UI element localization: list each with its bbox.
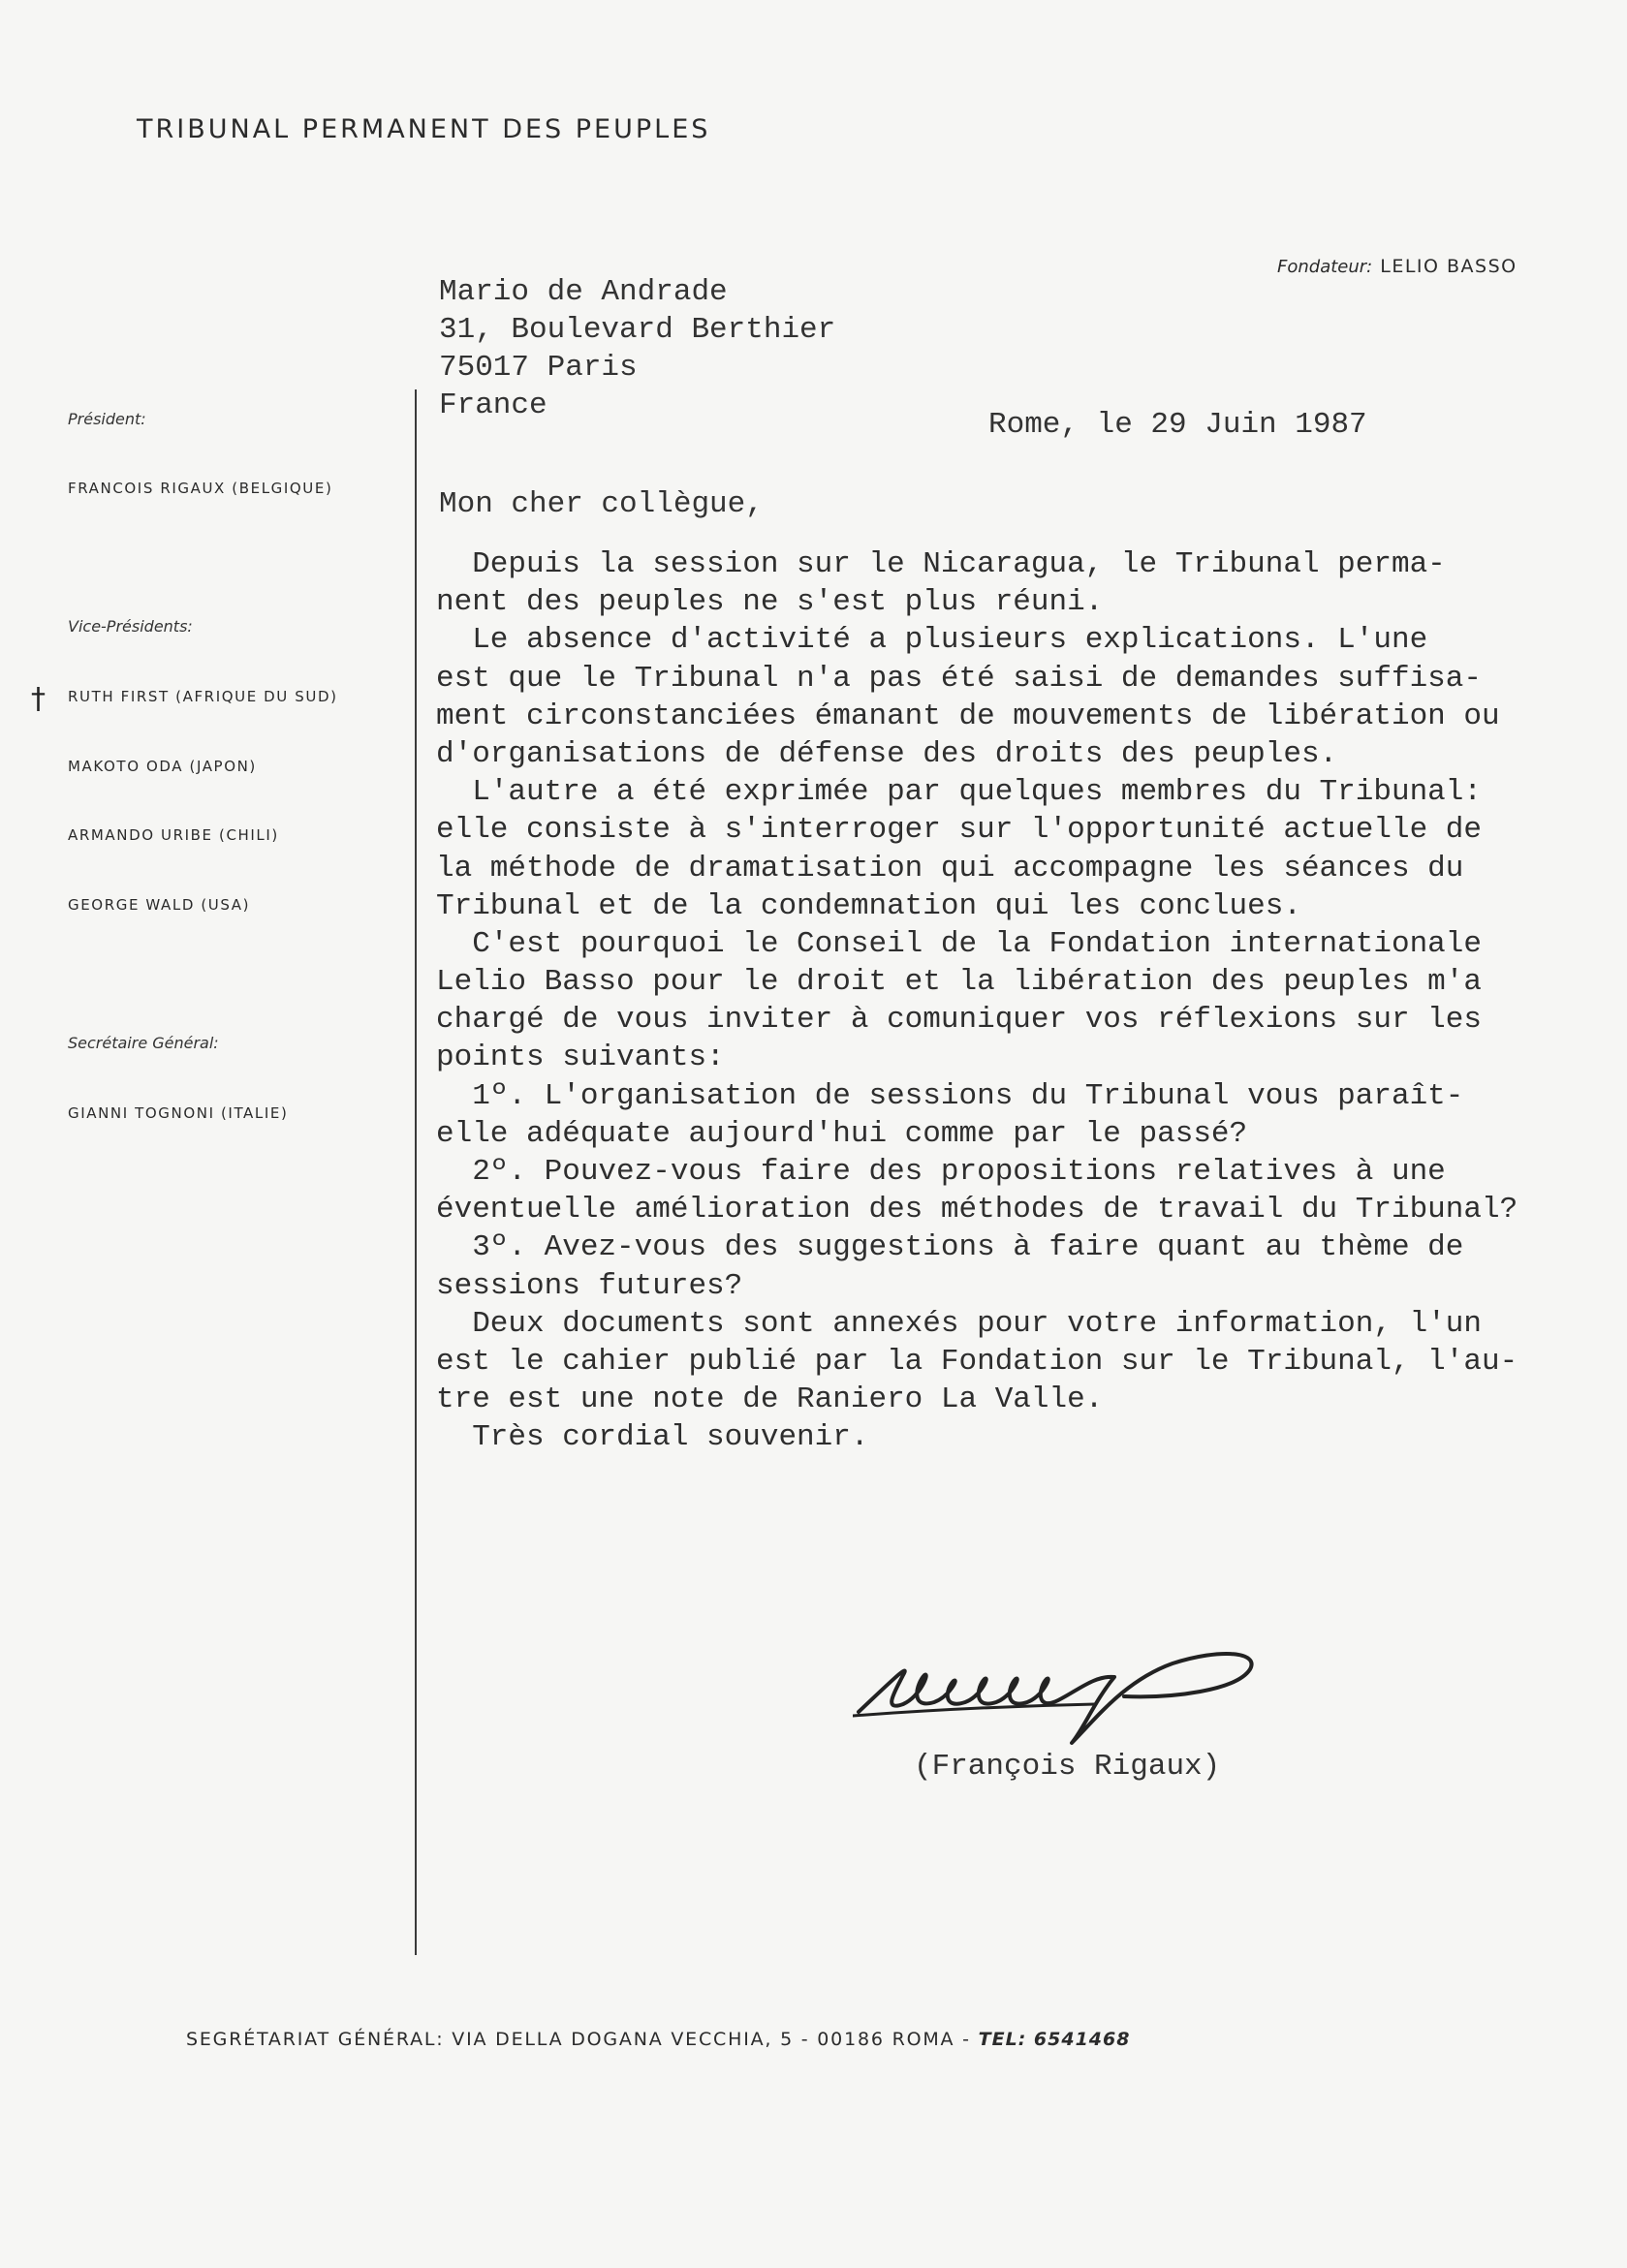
body-line: d'organisations de défense des droits des peuples.	[436, 736, 1338, 771]
founder-name: LELIO BASSO	[1380, 256, 1517, 277]
handwritten-signature	[853, 1642, 1298, 1749]
body-line: points suivants:	[436, 1041, 725, 1075]
salutation: Mon cher collègue,	[439, 487, 764, 521]
footer-address	[186, 2029, 1130, 2050]
body-line: ment circonstanciées émanant de mouvements de libération ou	[436, 699, 1500, 733]
letter-body	[436, 545, 1599, 1457]
recipient-line: 75017 Paris	[439, 351, 638, 385]
recipient-line: France	[439, 388, 548, 422]
body-line: la méthode de dramatisation qui accompagne les séances du	[436, 851, 1464, 885]
letterhead-founder	[1277, 256, 1517, 277]
recipient-line: Mario de Andrade	[439, 275, 728, 309]
president-name: FRANCOIS RIGAUX (BELGIQUE)	[68, 480, 333, 497]
footer-telephone: TEL: 6541468	[978, 2029, 1131, 2050]
letter-date: Rome, le 29 Juin 1987	[988, 408, 1367, 442]
vice-president-1: RUTH FIRST (AFRIQUE DU SUD)	[68, 688, 338, 705]
vice-president-3: ARMANDO URIBE (CHILI)	[68, 826, 279, 844]
body-line: Lelio Basso pour le droit et la libération des peuples m'a	[436, 965, 1482, 1000]
letterhead-org-name: TRIBUNAL PERMANENT DES PEUPLES	[137, 114, 711, 144]
margin-rule	[415, 389, 417, 1955]
president-label: Président:	[68, 410, 146, 428]
recipient-line: 31, Boulevard Berthier	[439, 313, 836, 347]
body-line: nent des peuples ne s'est plus réuni.	[436, 585, 1104, 620]
body-line: sessions futures?	[436, 1268, 743, 1303]
body-line: chargé de vous inviter à comuniquer vos réflexions sur les	[436, 1003, 1482, 1038]
body-line: Depuis la session sur le Nicaragua, le Tribunal perma-	[436, 547, 1446, 581]
body-line: 3º. Avez-vous des suggestions à faire quant au thème de	[436, 1230, 1464, 1265]
vice-presidents-label: Vice-Présidents:	[68, 617, 193, 636]
vice-president-2: MAKOTO ODA (JAPON)	[68, 758, 257, 775]
vice-president-4: GEORGE WALD (USA)	[68, 896, 251, 914]
secretary-label: Secrétaire Général:	[68, 1034, 219, 1052]
body-line: 1º. L'organisation de sessions du Tribunal vous paraît-	[436, 1078, 1464, 1113]
cross-icon: †	[31, 682, 46, 716]
body-line: elle consiste à s'interroger sur l'opportunité actuelle de	[436, 813, 1482, 848]
founder-label: Fondateur:	[1277, 257, 1373, 277]
secretary-name: GIANNI TOGNONI (ITALIE)	[68, 1104, 289, 1122]
body-line: 2º. Pouvez-vous faire des propositions relatives à une	[436, 1155, 1446, 1189]
body-line: tre est une note de Raniero La Valle.	[436, 1383, 1104, 1417]
body-line: est que le Tribunal n'a pas été saisi de demandes suffisa-	[436, 661, 1482, 696]
body-line: est le cahier publié par la Fondation sur le Tribunal, l'au-	[436, 1344, 1518, 1379]
body-line: Deux documents sont annexés pour votre information, l'un	[436, 1306, 1482, 1341]
recipient-address	[439, 273, 835, 424]
body-line: Très cordial souvenir.	[436, 1420, 869, 1455]
signer-name: (François Rigaux)	[914, 1750, 1221, 1784]
body-line: éventuelle amélioration des méthodes de travail du Tribunal?	[436, 1193, 1518, 1227]
body-line: Tribunal et de la condemnation qui les conclues.	[436, 888, 1301, 923]
body-line: L'autre a été exprimée par quelques membres du Tribunal:	[436, 775, 1482, 810]
footer-address-text: SEGRÉTARIAT GÉNÉRAL: VIA DELLA DOGANA VECCHIA, 5 - 00186 ROMA -	[186, 2029, 971, 2050]
body-line: Le absence d'activité a plusieurs explications. L'une	[436, 623, 1428, 658]
body-line: elle adéquate aujourd'hui comme par le passé?	[436, 1116, 1248, 1151]
body-line: C'est pourquoi le Conseil de la Fondation internationale	[436, 926, 1482, 961]
